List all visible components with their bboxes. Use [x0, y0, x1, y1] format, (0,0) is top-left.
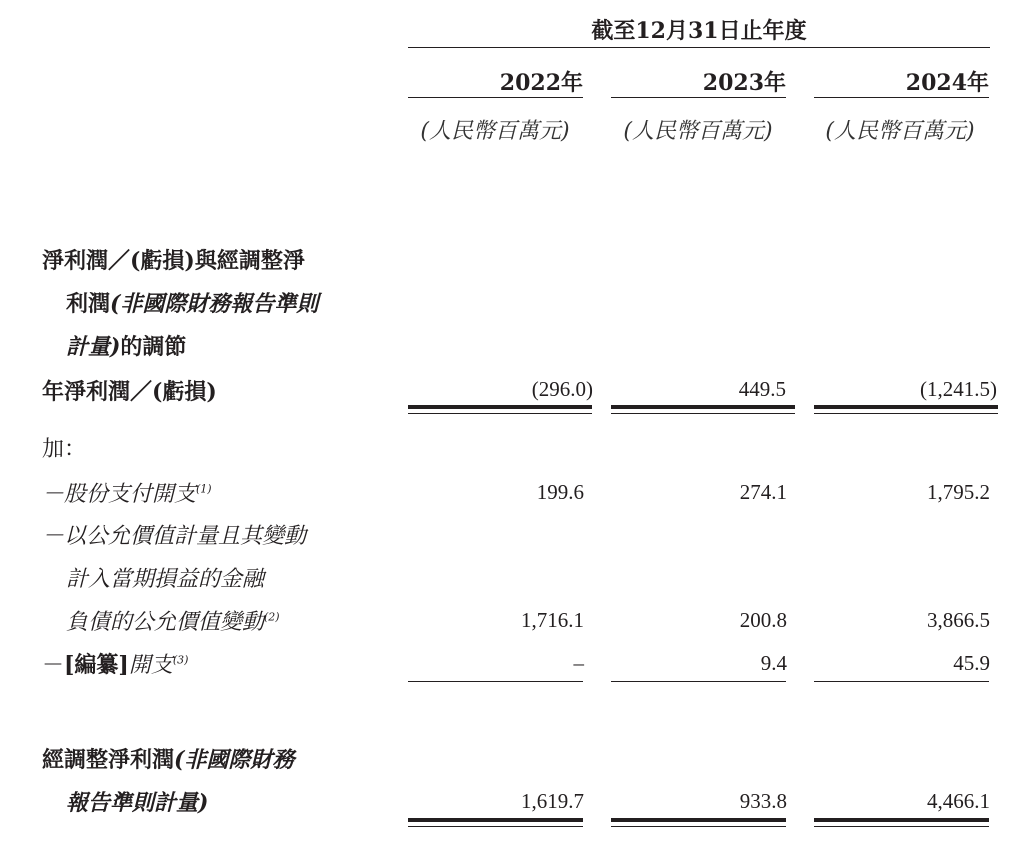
section-title-line1: 淨利潤／(虧損)與經調整淨 — [42, 248, 305, 274]
fair-value-line1: －以公允價值計量且其變動 — [42, 524, 307, 549]
total-thin-rule-2023 — [611, 826, 786, 827]
net-profit-thin-rule-2022 — [408, 413, 592, 414]
year-2024: 2024年 — [905, 70, 989, 96]
net-profit-thick-rule-2024 — [814, 405, 998, 409]
fair-value-2024: 3,866.5 — [927, 608, 990, 632]
net-profit-thick-rule-2022 — [408, 405, 592, 409]
share-based-2022: 199.6 — [536, 480, 584, 504]
fair-value-line2: 計入當期損益的金融 — [66, 567, 265, 592]
redacted-label: －[編纂]開支$^{(3)}$ — [42, 652, 189, 678]
year-rule-2023 — [611, 97, 786, 98]
total-thin-rule-2022 — [408, 826, 583, 827]
share-based-2024: 1,795.2 — [927, 480, 990, 504]
net-profit-thick-rule-2023 — [611, 405, 795, 409]
adjusted-2023: 933.8 — [739, 789, 787, 813]
net-profit-2023: 449.5 — [738, 377, 786, 401]
year-2023: 2023年 — [702, 70, 786, 96]
adjusted-2022: 1,619.7 — [521, 789, 584, 813]
year-rule-2024 — [814, 97, 989, 98]
section-title-line3-b: 的調節 — [120, 334, 187, 360]
total-thin-rule-2024 — [814, 826, 989, 827]
add-label: 加： — [42, 437, 87, 462]
year-2022: 2022年 — [499, 70, 583, 96]
fair-value-note: (2) — [264, 610, 280, 624]
net-profit-label: 年淨利潤／(虧損) — [42, 379, 217, 405]
section-title-line2-a: 利潤 — [66, 291, 111, 317]
unit-2023: (人民幣百萬元) — [623, 119, 773, 144]
header-rule — [408, 47, 990, 48]
adjusted-2024: 4,466.1 — [927, 789, 990, 813]
share-based-label: －股份支付開支$^{(1)}$ — [42, 482, 212, 507]
redacted-2022: – — [573, 651, 584, 675]
fair-value-line3: 負債的公允價值變動$^{(2)}$ — [66, 610, 280, 635]
net-profit-2024: (1,241.5) — [920, 377, 997, 401]
redacted-note: (3) — [172, 653, 189, 667]
fair-value-2023: 200.8 — [739, 608, 787, 632]
period-title: 截至12月31日止年度 — [591, 18, 807, 44]
section-title-line2 — [66, 287, 318, 318]
subtotal-rule-2024 — [814, 681, 989, 682]
section-title-line2-b: (非國際財務報告準則 — [110, 291, 319, 317]
net-profit-2022: (296.0) — [531, 377, 593, 401]
subtotal-rule-2022 — [408, 681, 583, 682]
redacted-2023: 9.4 — [760, 651, 787, 675]
net-profit-thin-rule-2023 — [611, 413, 795, 414]
unit-2024: (人民幣百萬元) — [825, 119, 975, 144]
adjusted-line2: 報告準則計量) — [66, 790, 209, 816]
unit-2022: (人民幣百萬元) — [420, 119, 570, 144]
year-rule-2022 — [408, 97, 583, 98]
section-title-line3-a: 計量) — [66, 334, 121, 360]
net-profit-thin-rule-2024 — [814, 413, 998, 414]
subtotal-rule-2023 — [611, 681, 786, 682]
total-thick-rule-2022 — [408, 818, 583, 822]
total-thick-rule-2023 — [611, 818, 786, 822]
total-thick-rule-2024 — [814, 818, 989, 822]
share-based-note: (1) — [196, 482, 212, 496]
share-based-2023: 274.1 — [739, 480, 787, 504]
redacted-2024: 45.9 — [953, 651, 990, 675]
adjusted-line1: 經調整淨利潤(非國際財務 — [42, 747, 295, 773]
section-title-line3 — [66, 330, 186, 361]
fair-value-2022: 1,716.1 — [521, 608, 584, 632]
